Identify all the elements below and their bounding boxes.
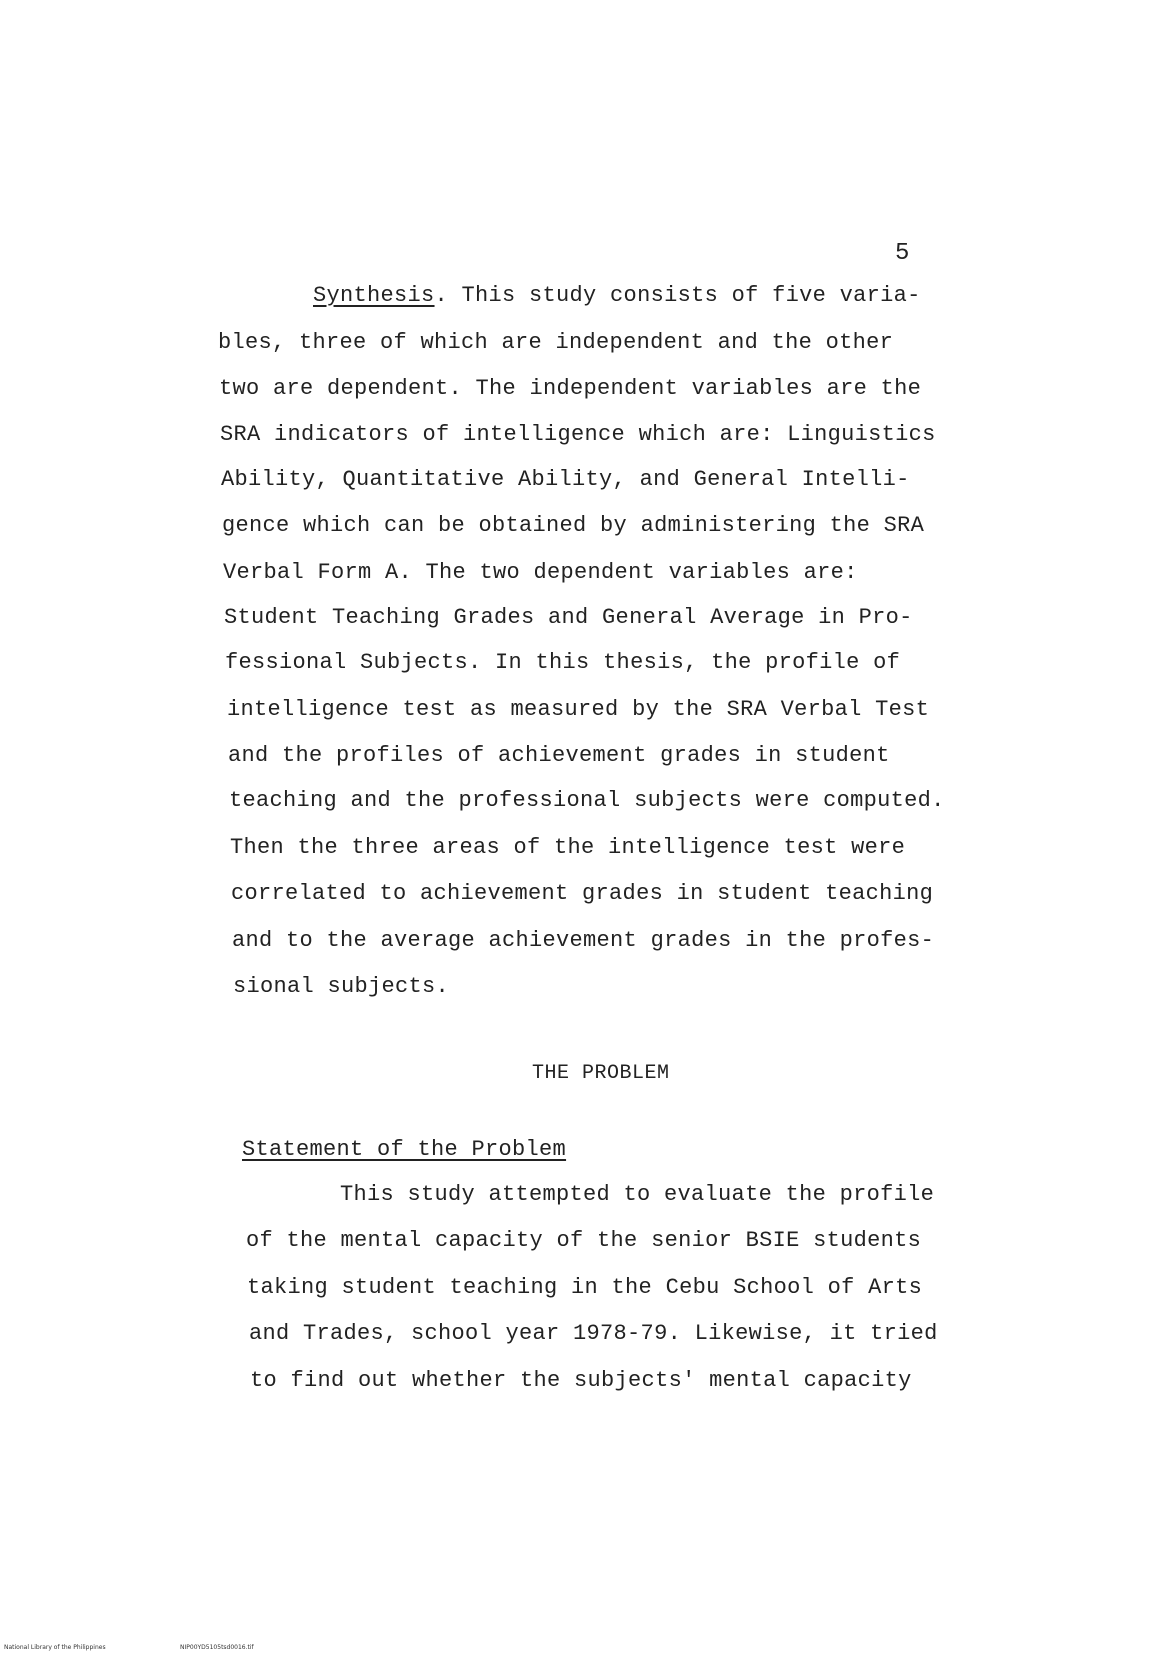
synthesis-line-5: Ability, Quantitative Ability, and General Intelli- bbox=[221, 467, 910, 492]
synthesis-line-15: and to the average achievement grades in the profes- bbox=[232, 928, 935, 953]
statement-line-3: taking student teaching in the Cebu School of Arts bbox=[247, 1275, 923, 1300]
synthesis-line-8: Student Teaching Grades and General Average in Pro- bbox=[224, 605, 913, 630]
statement-line-2: of the mental capacity of the senior BSIE students bbox=[246, 1228, 922, 1253]
synthesis-line-4: SRA indicators of intelligence which are: Linguistics bbox=[220, 422, 936, 447]
synthesis-line-9: fessional Subjects. In this thesis, the profile of bbox=[225, 650, 901, 675]
synthesis-line-2: bles, three of which are independent and the other bbox=[218, 330, 894, 355]
statement-line-1: This study attempted to evaluate the profile bbox=[340, 1182, 935, 1207]
synthesis-label: Synthesis bbox=[313, 283, 435, 308]
synthesis-line-13: Then the three areas of the intelligence test were bbox=[230, 835, 906, 860]
statement-subheading: Statement of the Problem bbox=[242, 1137, 567, 1162]
footer-library-label: National Library of the Philippines bbox=[4, 1644, 106, 1651]
synthesis-line-6: gence which can be obtained by administering the SRA bbox=[222, 513, 925, 538]
statement-line-4: and Trades, school year 1978-79. Likewise, it tried bbox=[249, 1321, 938, 1346]
synthesis-line-16: sional subjects. bbox=[233, 974, 450, 999]
statement-line-5: to find out whether the subjects' mental capacity bbox=[250, 1368, 912, 1393]
synthesis-line-1-text: . This study consists of five varia- bbox=[434, 283, 921, 308]
synthesis-line-7: Verbal Form A. The two dependent variables are: bbox=[223, 560, 858, 585]
page-number: 5 bbox=[895, 240, 910, 267]
synthesis-line-10: intelligence test as measured by the SRA Verbal Test bbox=[227, 697, 930, 722]
synthesis-line-14: correlated to achievement grades in student teaching bbox=[231, 881, 934, 906]
footer-file-name: NIP00YD5105tsd0016.tif bbox=[180, 1644, 254, 1651]
synthesis-line-11: and the profiles of achievement grades in student bbox=[228, 743, 890, 768]
synthesis-line-12: teaching and the professional subjects were computed. bbox=[229, 788, 945, 813]
section-heading: THE PROBLEM bbox=[532, 1062, 670, 1085]
synthesis-line-3: two are dependent. The independent variables are the bbox=[219, 376, 922, 401]
synthesis-line-1 bbox=[313, 283, 921, 308]
